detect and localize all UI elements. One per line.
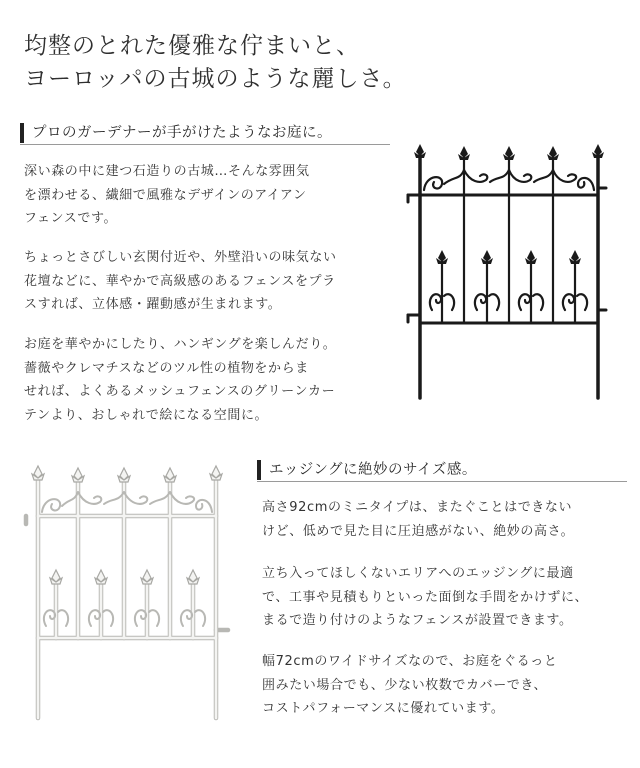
text-line: スすれば、立体感・躍動感が生まれます。 (24, 297, 282, 312)
text-line: 高さ92cmのミニタイプは、またぐことはできない (262, 500, 573, 515)
text-line: を漂わせる、繊細で風雅なデザインのアイアン (24, 187, 307, 203)
text-line: けど、低めで見た目に圧迫感がない、絶妙の高さ。 (262, 523, 575, 539)
text-line: コストパフォーマンスに優れています。 (262, 701, 505, 716)
text-line: 幅72cmのワイドサイズなので、お庭をぐるっと (262, 654, 558, 669)
section2-paragraph-2 (262, 562, 588, 633)
section-title-gardener: プロのガーデナーが手がけたようなお庭に。 (20, 123, 332, 143)
section-title-underline (257, 481, 627, 482)
text-line: せれば、よくあるメッシュフェンスのグリーンカー (24, 384, 336, 399)
text-line: お庭を華やかにしたり、ハンギングを楽しんだり。 (24, 337, 337, 352)
text-line: 深い森の中に建つ石造りの古城…そんな雰囲気 (24, 164, 310, 179)
black-fence-image (400, 140, 618, 402)
text-line: 囲みたい場合でも、少ない枚数でカバーでき、 (262, 677, 548, 693)
section2-paragraph-1 (262, 496, 574, 543)
headline-line-1: 均整のとれた優雅な佇まいと、 (24, 33, 360, 59)
section2-paragraph-3 (262, 650, 557, 721)
headline (24, 30, 624, 96)
text-line: 薔薇やクレマチスなどのツル性の植物をからま (24, 360, 309, 376)
headline-line-2: ヨーロッパの古城のような麗しさ。 (24, 66, 407, 92)
text-line: テンより、おしゃれで絵になる空間に。 (24, 407, 269, 423)
text-line: ちょっとさびしい玄関付近や、外壁沿いの味気ない (24, 250, 337, 265)
section1-paragraph-1 (24, 160, 310, 231)
text-line: フェンスです。 (24, 211, 118, 226)
text-line: 立ち入ってほしくないエリアへのエッジングに最適 (262, 566, 574, 581)
text-line: で、工事や見積もりといった面倒な手間をかけずに、 (262, 589, 589, 605)
section-title-underline (20, 144, 390, 145)
text-line: 花壇などに、華やかで高級感のあるフェンスをプラ (24, 273, 336, 289)
white-fence-image (16, 462, 240, 724)
text-line: まるで造り付けのようなフェンスが設置できます。 (262, 613, 573, 628)
section1-paragraph-2 (24, 246, 337, 317)
section1-paragraph-3 (24, 333, 336, 427)
section-title-edging: エッジングに絶妙のサイズ感。 (257, 460, 477, 480)
